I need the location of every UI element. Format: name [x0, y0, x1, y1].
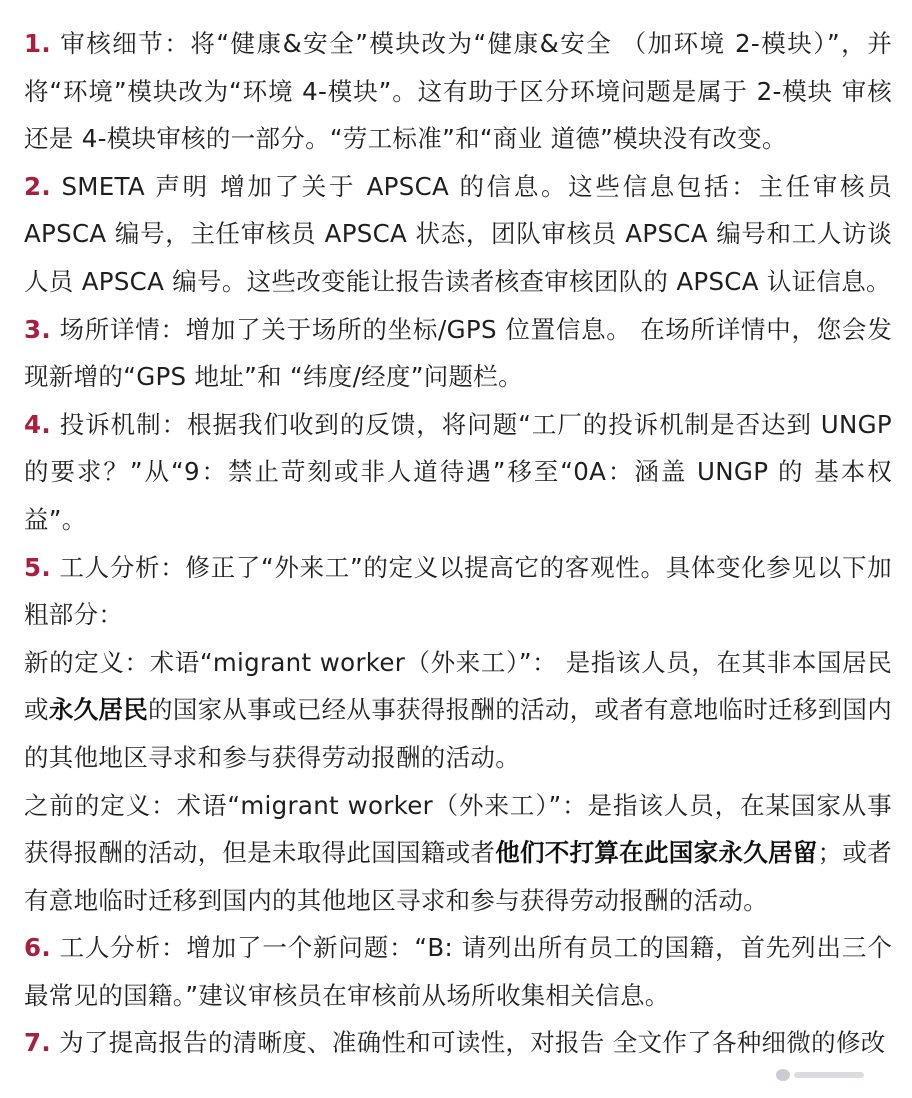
document-body	[24, 20, 892, 1067]
item-number: 3.	[24, 314, 51, 344]
watermark	[776, 1068, 866, 1082]
definition-text: 之前的定义：术语“migrant worker（外来工）”：是指该人员，在某国家从事获得报酬的活动，但是未取得此国国籍或者	[24, 790, 892, 868]
item-number: 4.	[24, 409, 51, 439]
list-item-3	[24, 306, 892, 401]
list-item-2	[24, 163, 892, 306]
wechat-logo-icon	[776, 1069, 790, 1081]
item-text: 审核细节：将“健康&安全”模块改为“健康&安全 （加环境 2-模块）”，并将“环境”模块改为“环境 4-模块”。这有助于区分环境问题是属于 2-模块 审核还是 4-模块审核的一部分。“劳工标准”和“商业 道德”模块没有改变。	[24, 29, 892, 154]
list-item-5	[24, 544, 892, 639]
bold-emphasis: 永久居民	[48, 695, 149, 725]
definition-text: 的国家从事或已经从事获得报酬的活动，或者有意地临时迁移到国内的其他地区寻求和参与获得劳动报酬的活动。	[24, 695, 893, 772]
item-number: 7.	[24, 1028, 51, 1058]
item-text: SMETA 声明 增加了关于 APSCA 的信息。这些信息包括：主任审核员 APSCA 编号，主任审核员 APSCA 状态，团队审核员 APSCA 编号和工人访谈人员 APSCA 编号。这些改变能让报告读者核查审核团队的 APSCA 认证信息。	[24, 171, 892, 296]
list-item-4	[24, 401, 892, 544]
definition-text: ；或者有意地临时迁移到国内的其他地区寻求和参与获得劳动报酬的活动。	[24, 838, 893, 915]
item-number: 6.	[24, 933, 51, 963]
item-text: 投诉机制：根据我们收到的反馈，将问题“工厂的投诉机制是否达到 UNGP 的要求？”从“9：禁止苛刻或非人道待遇”移至“0A：涵盖 UNGP 的 基本权益”。	[24, 409, 892, 534]
item-text: 场所详情：增加了关于场所的坐标/GPS 位置信息。 在场所详情中，您会发现新增的“GPS 地址”和 “纬度/经度”问题栏。	[24, 314, 892, 392]
list-item-1	[24, 20, 892, 163]
list-item-6	[24, 924, 892, 1019]
item-text: 工人分析：修正了“外来工”的定义以提高它的客观性。具体变化参见以下加粗部分：	[24, 552, 892, 630]
item-text: 为了提高报告的清晰度、准确性和可读性，对报告 全文作了各种细微的修改	[59, 1028, 886, 1058]
item-number: 1.	[24, 29, 51, 58]
new-definition	[24, 639, 892, 782]
item-number: 5.	[24, 552, 51, 582]
item-number: 2.	[24, 171, 51, 201]
bold-emphasis: 他们不打算在此国家永久居留	[495, 838, 818, 868]
item-text: 工人分析：增加了一个新问题：“B: 请列出所有员工的国籍，首先列出三个最常见的国籍。”建议审核员在审核前从场所收集相关信息。	[24, 933, 892, 1010]
definition-text: 新的定义：术语“migrant worker（外来工）”： 是指该人员，在其非本国居民或	[24, 647, 892, 725]
old-definition	[24, 782, 892, 925]
list-item-7	[24, 1019, 892, 1067]
watermark-text-bar	[794, 1072, 864, 1078]
